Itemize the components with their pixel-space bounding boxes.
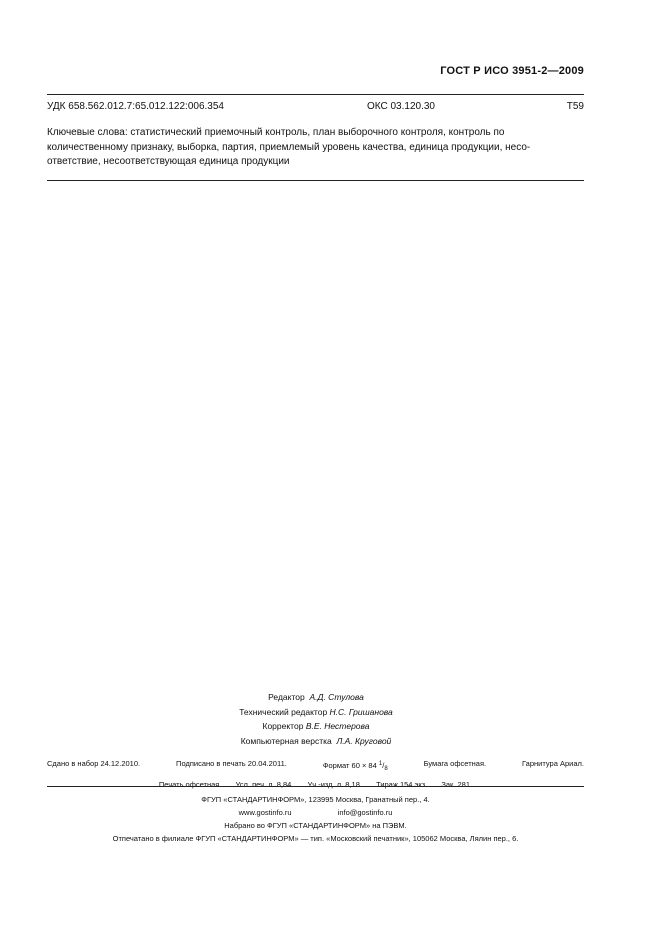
contact-line (47, 806, 584, 819)
publishing-line-1: Сдано в набор 24.12.2010. Подписано в печать 20.04.2011. Формат 60 × 84 $^1/_8$ Бумага офсетная. Гарнитура Ариал. (47, 756, 584, 777)
publishing-divider (47, 786, 584, 787)
index-row (47, 101, 584, 115)
format-fraction: $^1/_8$ (378, 761, 388, 772)
publisher-address: ФГУП «СТАНДАРТИНФОРМ», 123995 Москва, Гранатный пер., 4. (201, 795, 430, 804)
typeset-by: Набрано во ФГУП «СТАНДАРТИНФОРМ» на ПЭВМ. (224, 821, 407, 830)
editor-credit: Редактор А.Д. Стулова (268, 692, 364, 702)
layout-credit: Компьютерная верстка Л.А. Круговой (240, 735, 392, 746)
udc-code: УДК 658.562.012.7:65.012.122:006.354 (47, 101, 224, 112)
keywords-line: Ключевые слова: статистический приемочный контроль, план выборочного контроля, контроль по (47, 127, 505, 138)
keywords-line: ответствие, несоответствующая единица продукции (47, 156, 290, 167)
editorial-credits (150, 690, 482, 748)
group-code: Т59 (566, 101, 584, 112)
keywords-paragraph (47, 126, 584, 170)
top-divider (47, 94, 584, 95)
oks-code: ОКС 03.120.30 (367, 101, 435, 112)
tech-editor-credit: Технический редактор Н.С. Гришанова (239, 706, 393, 717)
email-link: info@gostinfo.ru (337, 808, 393, 817)
keywords-line: количественному признаку, выборка, партия, приемлемый уровень качества, единица продукции, несо- (47, 141, 531, 153)
website-link: www.gostinfo.ru (238, 808, 292, 817)
format-spec: Формат 60 × 84 $^1/_8$ (323, 756, 388, 777)
standard-code: ГОСТ Р ИСО 3951-2—2009 (440, 65, 584, 77)
keywords-divider (47, 180, 584, 181)
printer-info (47, 793, 584, 845)
publishing-info (47, 756, 584, 793)
printed-at: Отпечатано в филиале ФГУП «СТАНДАРТИНФОРМ» — тип. «Московский печатник», 105062 Москва, Лялин пер., 6. (112, 834, 519, 843)
publishing-line-2: Печать офсетная. Усл. печ. л. 8,84. Уч.-изд. л. 8,18. Тираж 154 экз. Зак. 281. (158, 780, 473, 789)
corrector-credit: Корректор В.Е. Нестерова (262, 721, 370, 731)
